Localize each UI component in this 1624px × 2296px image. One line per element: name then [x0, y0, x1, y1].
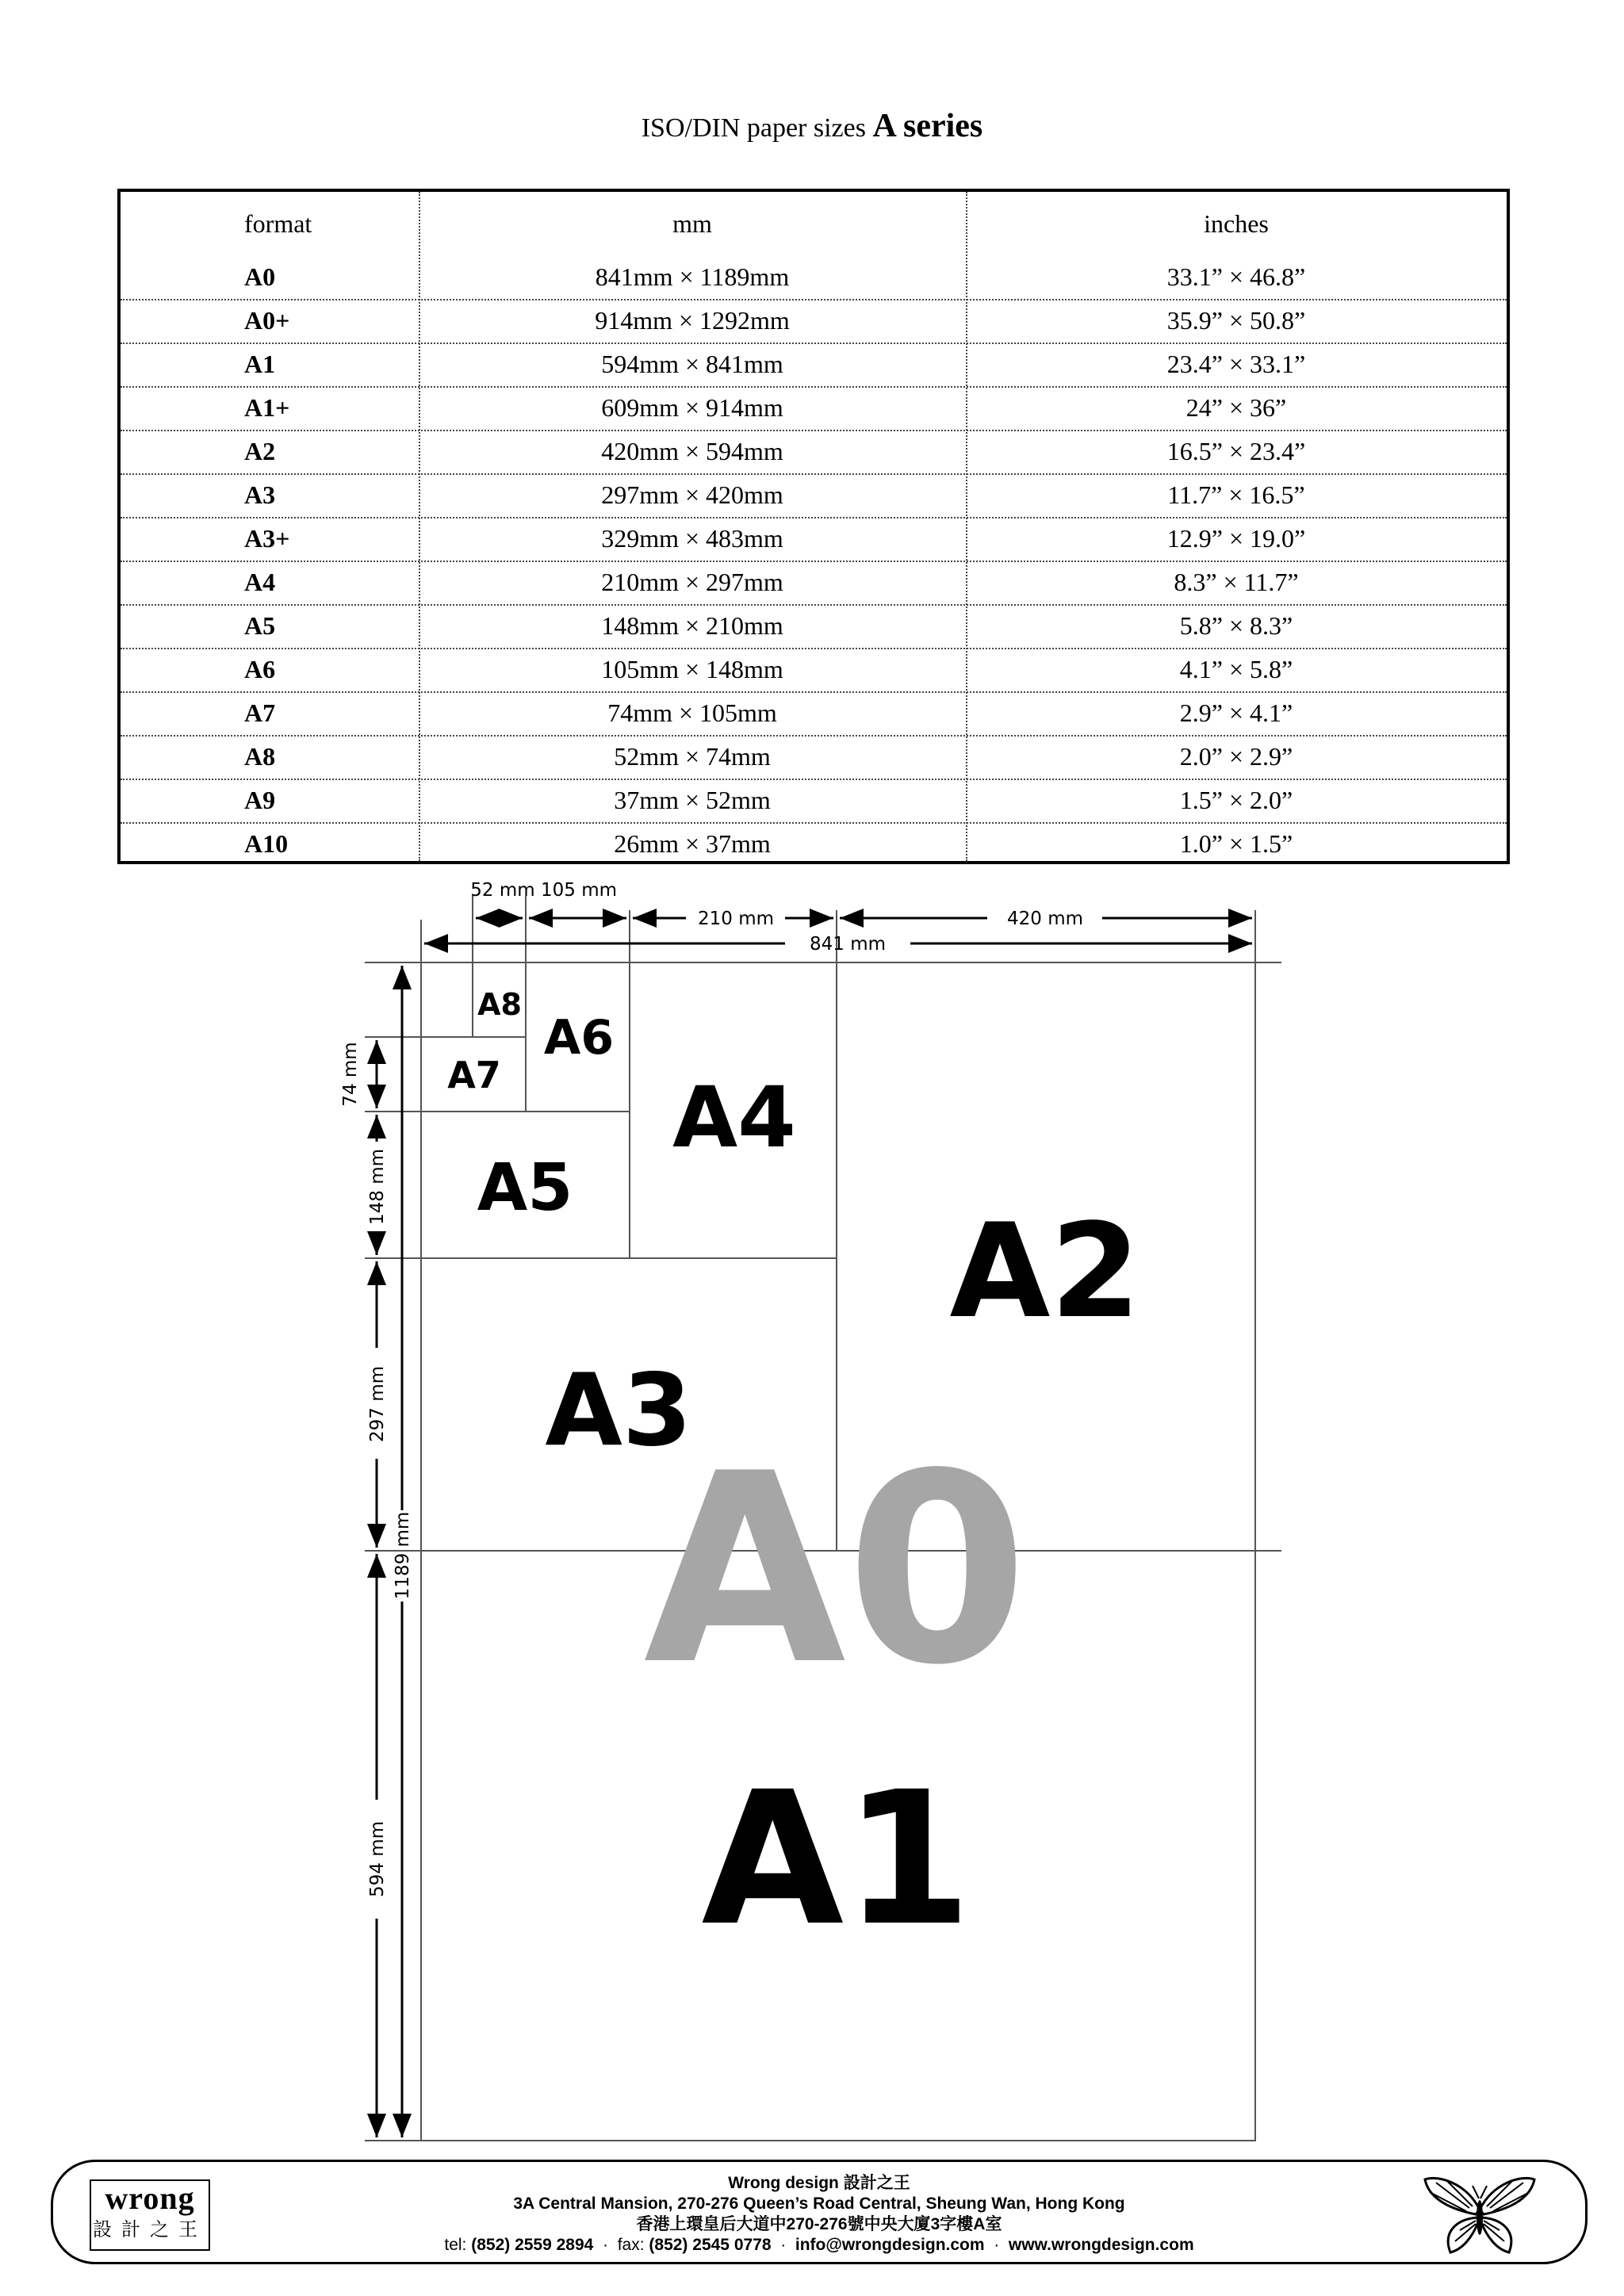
- cell-mm: 37mm × 52mm: [614, 786, 771, 814]
- cell-format: A1: [244, 350, 276, 378]
- cell-inches: 24” × 36”: [1185, 393, 1287, 422]
- cell-format: A0+: [244, 306, 290, 335]
- contact-line: tel: (852) 2559 2894 · fax: (852) 2545 0778 · info@wrongdesign.com · www.wrongdesign.com: [444, 2236, 1194, 2254]
- cell-inches: 23.4” × 33.1”: [1166, 350, 1306, 378]
- cell-inches: 8.3” × 11.7”: [1174, 568, 1299, 596]
- cell-inches: 35.9” × 50.8”: [1166, 306, 1306, 335]
- fax-label: fax:: [617, 2236, 645, 2254]
- dimension-labels: [340, 880, 1083, 1897]
- cell-format: A7: [244, 698, 276, 727]
- logo-wordmark: wrong: [105, 2180, 195, 2216]
- cell-format: A1+: [244, 393, 290, 422]
- dim-1189mm: 1189 mm: [393, 1511, 413, 1600]
- fax-number: (852) 2545 0778: [649, 2236, 772, 2254]
- cell-mm: 105mm × 148mm: [601, 655, 783, 683]
- cell-mm: 52mm × 74mm: [614, 742, 771, 771]
- cell-format: A9: [244, 786, 276, 814]
- header-inches: inches: [1204, 209, 1269, 238]
- label-a2: A2: [949, 1196, 1141, 1347]
- butterfly-icon: [1420, 2175, 1539, 2257]
- footer-text: [53, 2173, 1585, 2256]
- cell-inches: 33.1” × 46.8”: [1166, 262, 1306, 291]
- dim-841mm: 841 mm: [809, 934, 887, 955]
- cell-format: A0: [244, 262, 276, 291]
- dim-210mm: 210 mm: [697, 909, 775, 929]
- label-a1: A1: [701, 1752, 972, 1966]
- label-a6: A6: [543, 1010, 615, 1066]
- cell-mm: 841mm × 1189mm: [595, 262, 790, 291]
- cell-inches: 11.7” × 16.5”: [1167, 480, 1305, 509]
- dim-105mm: 105 mm: [540, 880, 618, 901]
- cell-inches: 1.5” × 2.0”: [1179, 786, 1293, 814]
- label-a0: A0: [643, 1418, 1028, 1722]
- cell-mm: 914mm × 1292mm: [595, 306, 790, 335]
- dim-74mm: 74 mm: [340, 1042, 361, 1107]
- cell-format: A8: [244, 742, 276, 771]
- cell-mm: 594mm × 841mm: [601, 350, 783, 378]
- header-mm: mm: [672, 209, 712, 238]
- tel-number: (852) 2559 2894: [471, 2236, 594, 2254]
- footer-contact-box: [51, 2160, 1588, 2264]
- cell-format: A2: [244, 437, 276, 465]
- cell-format: A3+: [244, 524, 290, 553]
- logo-chinese: 設計之王: [93, 2218, 207, 2241]
- cell-mm: 609mm × 914mm: [601, 393, 783, 422]
- cell-inches: 4.1” × 5.8”: [1179, 655, 1293, 683]
- cell-mm: 210mm × 297mm: [601, 568, 783, 596]
- cell-format: A6: [244, 655, 276, 683]
- cell-inches: 16.5” × 23.4”: [1166, 437, 1306, 465]
- cell-mm: 26mm × 37mm: [614, 829, 771, 858]
- website-link[interactable]: www.wrongdesign.com: [1008, 2236, 1194, 2254]
- dim-52mm: 52 mm: [470, 880, 535, 901]
- cell-inches: 2.0” × 2.9”: [1179, 742, 1293, 771]
- address-chinese: 香港上環皇后大道中270-276號中央大廈3字樓A室: [636, 2215, 1002, 2233]
- dim-148mm: 148 mm: [367, 1148, 388, 1226]
- dim-594mm: 594 mm: [367, 1820, 388, 1898]
- label-a7: A7: [447, 1054, 501, 1096]
- title-prefix: ISO/DIN paper sizes: [641, 113, 866, 143]
- cell-inches: 12.9” × 19.0”: [1166, 524, 1306, 553]
- cell-format: A5: [244, 611, 276, 640]
- label-a3: A3: [545, 1352, 692, 1468]
- cell-mm: 74mm × 105mm: [607, 698, 777, 727]
- cell-format: A3: [244, 480, 276, 509]
- tel-label: tel:: [444, 2236, 467, 2254]
- label-a4: A4: [672, 1069, 796, 1166]
- dim-297mm: 297 mm: [367, 1365, 388, 1443]
- cell-mm: 420mm × 594mm: [601, 437, 783, 465]
- cell-inches: 2.9” × 4.1”: [1179, 698, 1293, 727]
- email-link[interactable]: info@wrongdesign.com: [795, 2236, 985, 2254]
- title-bold: A series: [872, 108, 983, 144]
- company-name: Wrong design 設計之王: [728, 2174, 910, 2192]
- label-a8: A8: [477, 987, 522, 1022]
- cell-inches: 1.0” × 1.5”: [1179, 829, 1293, 858]
- cell-mm: 297mm × 420mm: [601, 480, 783, 509]
- cell-format: A10: [244, 829, 289, 858]
- cell-mm: 329mm × 483mm: [601, 524, 783, 553]
- cell-format: A4: [244, 568, 276, 596]
- address-english: 3A Central Mansion, 270-276 Queen’s Road Central, Sheung Wan, Hong Kong: [513, 2195, 1125, 2213]
- cell-mm: 148mm × 210mm: [601, 611, 783, 640]
- label-a5: A5: [477, 1150, 573, 1226]
- dim-420mm: 420 mm: [1006, 909, 1084, 929]
- header-format: format: [244, 209, 312, 238]
- cell-inches: 5.8” × 8.3”: [1179, 611, 1293, 640]
- size-labels: [447, 987, 1140, 1966]
